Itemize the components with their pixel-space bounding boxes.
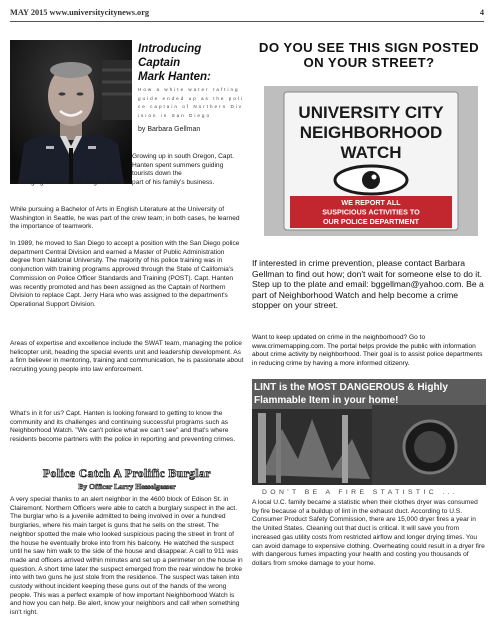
sign-line-1: UNIVERSITY CITY [298,103,444,122]
sign-small-2: SUSPICIOUS ACTIVITIES TO [322,207,420,217]
sign-small-1: WE REPORT ALL [341,198,401,207]
neighborhood-watch-sign-photo [264,86,478,236]
header-issue-url: MAY 2015 www.universitycitynews.org [10,8,150,17]
article-title [138,42,244,84]
intro-block [138,42,244,133]
paragraph-burglar: A very special thanks to an alert neighbor in the 4600 block of Edison St. in Clairemont. Northern Officers were able to catch a burglary suspect in the act. The burglar who is a juvenile admitted to being involved in over a hundred burglaries, where his main target is guns that he sells on the street. The neighbor spotted the male who looked suspicious pacing the street in front of the house he eventually broke into from his balcony. He watched the suspect until he saw him walk to the side of the house and disappear. A call to 911 was made and officers arrived within minutes and set up a perimeter on the house in question. A short time later the suspect emerged from the rear window he broke into with two guns he just stole from the residence. The suspect was taken into custody without incident keeping these guns out of the hands of the wrong people. This was a perfect example of how important Neighborhood Watch is and how you can help. Be alert, know your neighbors and call when something isn't right. [10,496,243,617]
paragraph-education: While pursuing a Bachelor of Arts in English Literature at the University of Washington in Seattle, he was part of the crew team; in both cases, he learned the importance of teamwork. [10,206,240,231]
page-number: 4 [479,8,484,17]
paragraph-whats-in-it: What's in it for us? Capt. Hanten is looking forward to getting to know the community and its challenges and continuing successful programs such as Neighborhood Watch. "We can't police what we can't see" and that's where residents become partners with the police in reporting and preventing crimes. [10,410,236,444]
paragraph-growing-up-cont: challenging waters of the Rogue River as part of his family's business. [10,179,215,186]
police-article-title: Police Catch A Prolific Burglar [43,468,211,480]
captain-photo [10,40,132,184]
paragraph-growing-up: Growing up in south Oregon, Capt. Hanten spent summers guiding tourists down the [132,153,234,178]
article-title-line-2: Mark Hanten: [138,71,211,83]
page-header [10,4,484,22]
article-title-line-1: Introducing Captain [138,43,202,69]
paragraph-dryer-fire: A local U.C. family became a statistic when their clothes dryer was consumed by fire because of a buildup of lint in the exhaust duct. According to U.S. Consumer Product Safety Commission, there are 15,000 dryer fires a year in the United States. Cleaning out that duct is critical. It will save you from increased gas utility costs from restricted airflow and longer drying times. You can avoid damage to expensive clothing. Overheating could result in a dryer fire with dangerous fumes impacting your health and costing you thousands of dollars from smoke damage to your home. [252,499,485,567]
sign-heading: DO YOU SEE THIS SIGN POSTED ON YOUR STREET? [258,40,480,70]
police-article-byline: By Officer Larry Hesselgesser [78,482,176,491]
contact-paragraph: If interested in crime prevention, please contact Barbara Gellman to find out how; don't wait for someone else to do it. Step up to the plate and email: bggellman@yahoo.com. Be a part of Neighborhood Watch and help become a crime stopper on your street. [252,258,484,311]
lint-photo [252,379,486,485]
paragraph-career: In 1989, he moved to San Diego to accept a position with the San Diego police department Central Division and earned a Master of Public Administration degree from National University. The majority of his police training was in conjunction with training programs approved through the State of California's Commission on Police Officer Standards and Training (POST). Capt. Hanten was recently promoted and has been assigned as the Captain of Northern Division to replace Capt. Jerry Hara who was assigned to the department's Operational Support Division. [10,240,240,308]
fire-statistic-title: DON'T BE A FIRE STATISTIC ... [262,489,459,496]
crimemapping-paragraph: Want to keep updated on crime in the neighborhood? Go to www.crimemapping.com. The portal helps provide the public with information about crime activity by neighborhood. Their goal is to assist police departments in reducing crime by having a more informed citizenry. [252,334,483,368]
sign-small-3: OUR POLICE DEPARTMENT [322,217,420,226]
sign-line-3: WATCH [340,143,402,162]
article-byline: by Barbara Gellman [138,126,201,133]
lint-heading: LINT is the MOST DANGEROUS & Highly Flammable Item in your home! [254,382,448,406]
sign-line-2: NEIGHBORHOOD [299,123,443,142]
article-subtitle: How a white water rafting guide ended up as the police captain of Northern Division in San Diego [138,87,244,118]
paragraph-expertise: Areas of expertise and excellence include the SWAT team, managing the police helicopter unit, heading the special events unit and leadership development. As a firm believer in mentoring, training and communication, he is passionate about recruiting young people into law enforcement. [10,340,244,374]
